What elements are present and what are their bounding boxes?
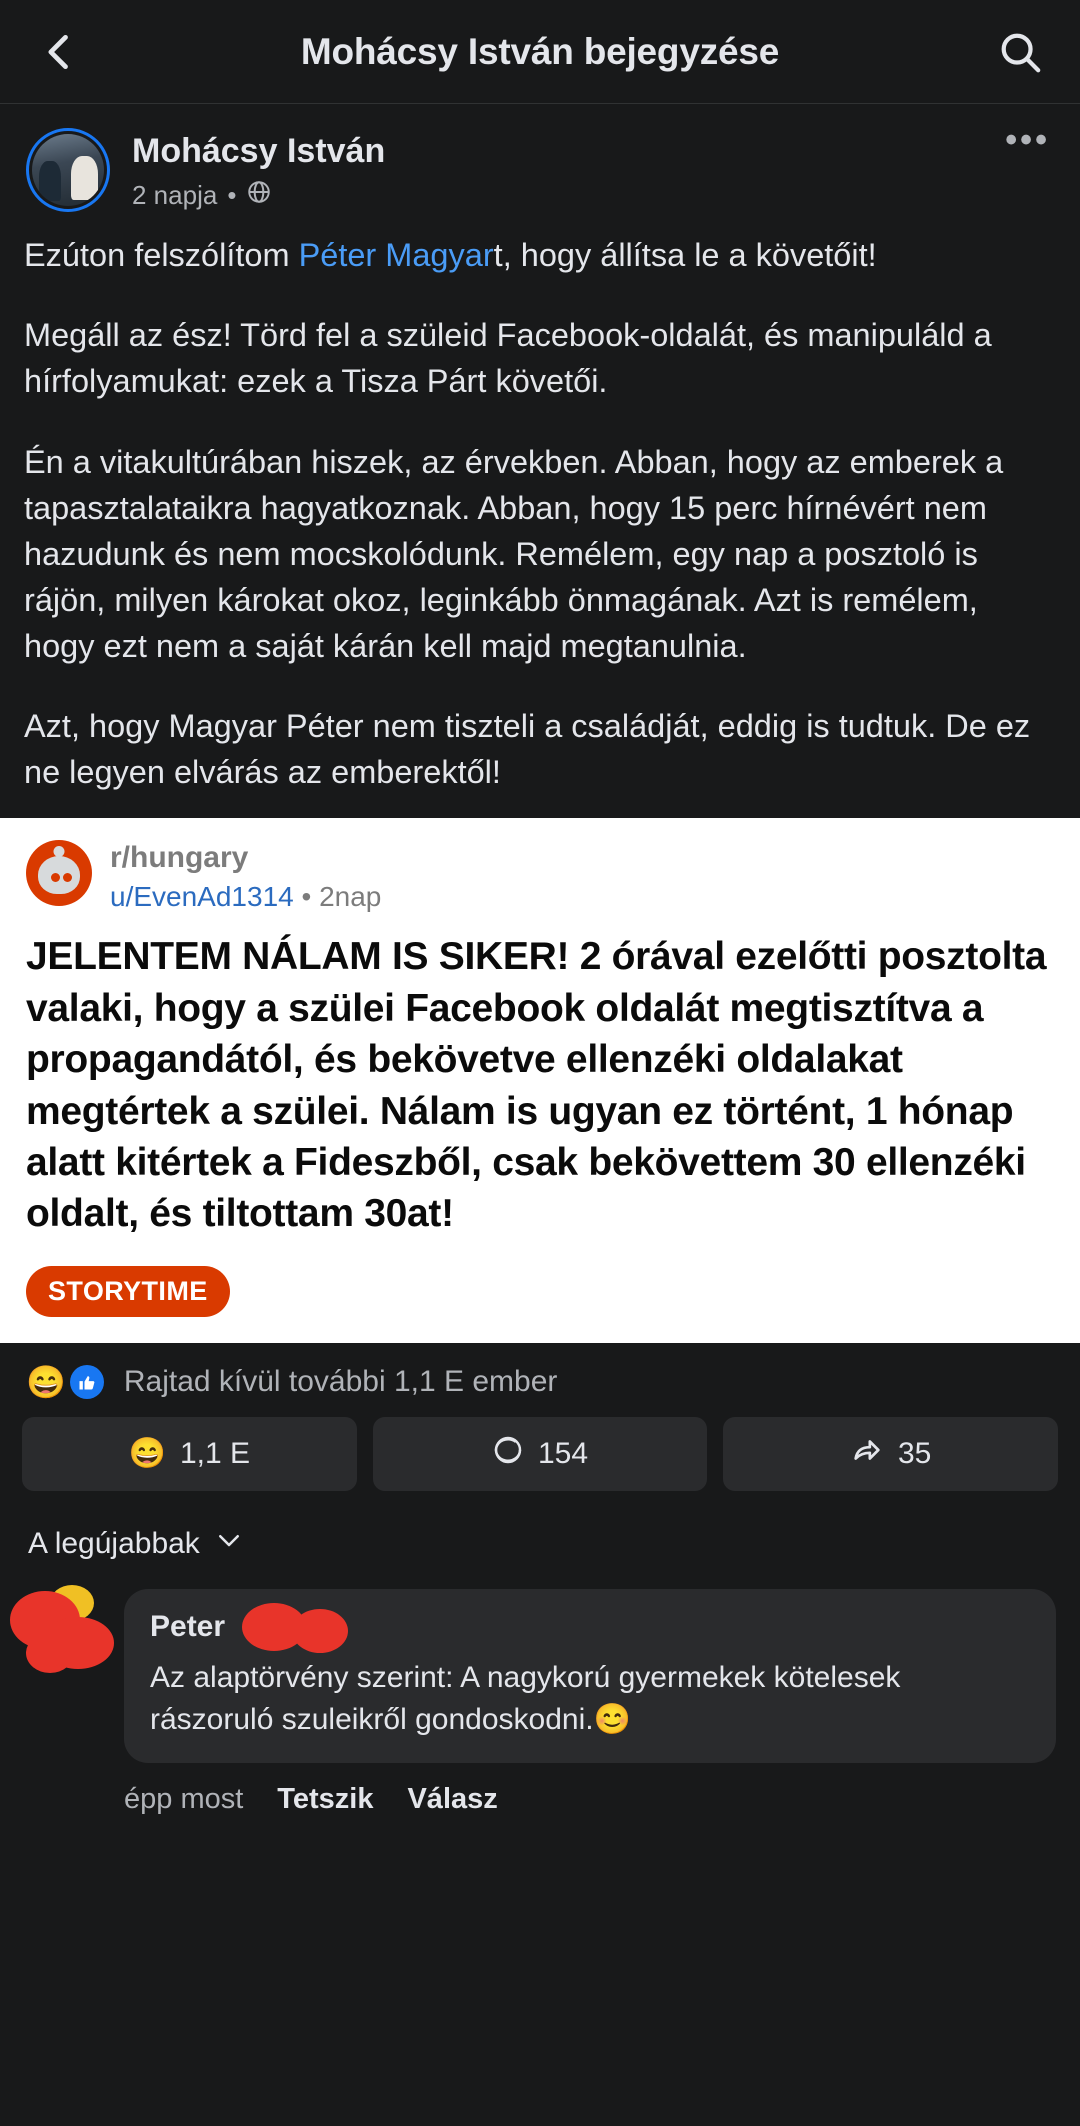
page-title: Mohácsy István bejegyzése <box>300 30 780 72</box>
comment-author-row <box>150 1607 1030 1647</box>
subreddit-name: r/hungary <box>110 840 249 874</box>
post-action-bar <box>0 1413 1080 1507</box>
avatar-image <box>32 134 104 206</box>
comment-timestamp: épp most <box>124 1782 244 1815</box>
reactions-count-text: Rajtad kívül további 1,1 E ember <box>123 1364 558 1398</box>
comment-sort-label: A legújabbak <box>28 1526 200 1560</box>
globe-icon <box>246 179 272 212</box>
comment-item <box>0 1575 1080 1763</box>
post-header <box>0 104 1080 222</box>
post-subline <box>132 179 989 212</box>
post-timestamp: 2 napja <box>132 180 218 211</box>
paragraph-1-after: t, hogy állítsa le a követőit! <box>493 237 877 274</box>
share-icon <box>850 1433 884 1475</box>
post-meta <box>132 128 989 212</box>
comment-reply-button[interactable]: Válasz <box>407 1782 498 1815</box>
comment-sort-selector[interactable] <box>0 1507 1080 1575</box>
comment-text: Az alaptörvény szerint: A nagykorú gyermekek kötelesek rászoruló szuleikről gondoskodni.😊 <box>150 1660 901 1736</box>
laugh-emoji: 😄 <box>128 1437 166 1471</box>
mention-link[interactable]: Péter Magyar <box>298 237 494 274</box>
share-button[interactable] <box>723 1417 1058 1491</box>
reddit-snoo-icon <box>26 840 92 906</box>
top-navigation-bar <box>0 0 1080 104</box>
reactions-summary-row[interactable] <box>0 1343 1080 1413</box>
avatar[interactable] <box>26 128 110 212</box>
reddit-flair-badge: STORYTIME <box>26 1266 230 1317</box>
comment-author-name[interactable]: Peter <box>150 1609 226 1643</box>
search-icon[interactable] <box>988 20 1052 84</box>
comment-bubble <box>124 1589 1056 1763</box>
post-paragraph-1 <box>24 232 1056 278</box>
reddit-username: u/EvenAd1314 <box>110 880 294 912</box>
comment-icon <box>492 1434 524 1474</box>
post-paragraph-4: Azt, hogy Magyar Péter nem tiszteli a családját, eddig is tudtuk. De ez ne legyen elvárás az emberektől! <box>24 708 1031 791</box>
thumbs-up-icon <box>70 1365 104 1399</box>
comment-count: 154 <box>537 1436 589 1470</box>
post-paragraph-3: Én a vitakultúrában hiszek, az érvekben. Abban, hogy az emberek a tapasztalataikra hagyatkoznak. Abban, hogy 15 perc hírnévért nem hazudunk és nem mocskolódunk. Remélem, egy nap a posztoló is rájön, milyen károkat okoz, leginkább önmagának. Azt is remélem, hogy ezt nem a saját kárán kell majd megtanulnia. <box>24 443 1004 665</box>
laugh-emoji: 😄 <box>26 1363 66 1400</box>
reddit-names <box>110 840 381 914</box>
embedded-reddit-screenshot[interactable] <box>0 818 1080 1343</box>
paragraph-1-before: Ezúton felszólítom <box>24 237 299 274</box>
share-count: 35 <box>897 1436 932 1470</box>
reaction-count: 1,1 E <box>179 1436 251 1470</box>
post-paragraph-2: Megáll az ész! Törd fel a szüleid Facebook-oldalát, és manipuláld a hírfolyamukat: ezek a Tisza Párt követői. <box>24 317 992 400</box>
post-options-button[interactable]: ••• <box>1005 121 1050 159</box>
back-arrow-icon[interactable] <box>28 20 92 84</box>
comment-footer <box>0 1763 1080 1826</box>
separator-dot: • <box>227 180 237 211</box>
reddit-age: 2nap <box>319 880 382 912</box>
reaction-button[interactable] <box>22 1417 357 1491</box>
chevron-down-icon <box>214 1525 244 1563</box>
redaction-blob <box>292 1609 348 1653</box>
reddit-post-header <box>26 840 1054 914</box>
comment-button[interactable] <box>373 1417 708 1491</box>
reddit-user-row <box>110 880 381 914</box>
reddit-dot: • <box>301 880 312 912</box>
reddit-post-title: JELENTEM NÁLAM IS SIKER! 2 órával ezelőtti posztolta valaki, hogy a szülei Facebook oldalát megtisztítva a propagandától, és bekövetve ellenzéki oldalakat megtértek a szülei. Nálam is ugyan ez történt, 1 hónap alatt kitértek a Fideszből, csak bekövettem 30 ellenzéki oldalt, és tiltottam 30at! <box>26 935 1047 1236</box>
comment-like-button[interactable]: Tetszik <box>277 1782 374 1815</box>
post-author-name[interactable]: Mohácsy István <box>132 132 386 170</box>
comment-avatar[interactable] <box>24 1589 116 1681</box>
post-text <box>0 222 1080 817</box>
